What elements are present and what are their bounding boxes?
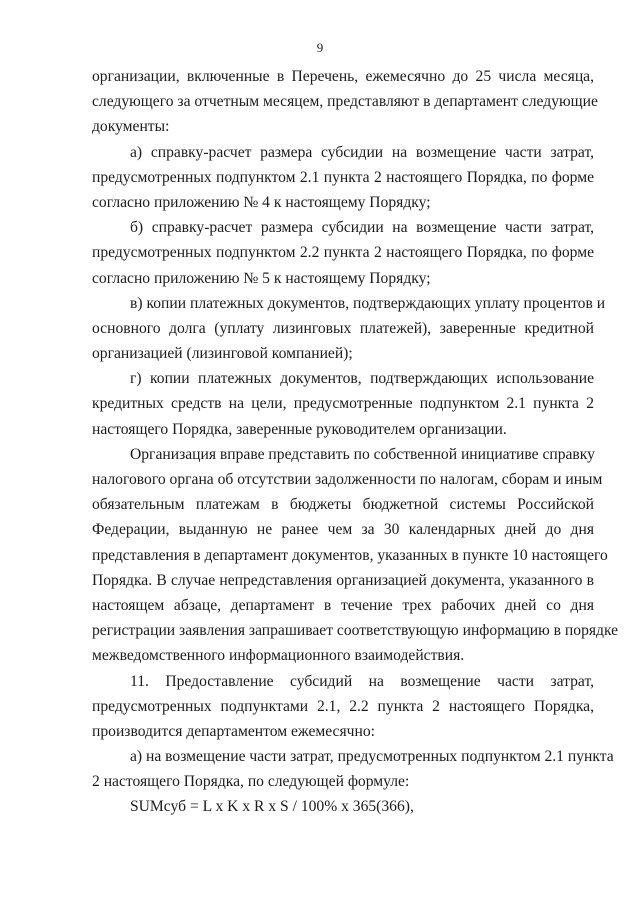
page-number: 9: [316, 40, 324, 55]
text-line: основного долга (уплату лизинговых платежей), заверенные кредитной: [92, 319, 594, 337]
paragraph: [92, 291, 606, 367]
text-line: настоящего Порядка, заверенные руководителем организации.: [92, 420, 507, 438]
paragraphs: [92, 64, 619, 794]
text-line: а) справку-расчет размера субсидии на возмещение части затрат,: [130, 143, 594, 161]
text-line: Организация вправе представить по собственной инициативе справку: [130, 445, 595, 463]
formula: SUMсуб = L x K x R x S / 100% x 365(366),: [130, 798, 414, 816]
text-line: в) копии платежных документов, подтверждающих уплату процентов и: [130, 294, 606, 312]
text-line: 2 настоящего Порядка, по следующей формуле:: [92, 773, 410, 791]
text-line: предусмотренных подпунктами 2.1, 2.2 пункта 2 настоящего Порядка,: [92, 697, 594, 715]
paragraph: [92, 669, 594, 745]
text-line: налогового органа об отсутствии задолженности по налогам, сборам и иным: [92, 471, 603, 488]
text-line: производится департаментом ежемесячно:: [92, 722, 375, 740]
text-line: кредитных средств на цели, предусмотренные подпунктом 2.1 пункта 2: [92, 395, 594, 413]
text-line: представления в департамент документов, указанных в пункте 10 настоящего: [92, 546, 608, 564]
text-line: г) копии платежных документов, подтверждающих использование: [130, 370, 594, 388]
text-line: б) справку-расчет размера субсидии на возмещение части затрат,: [130, 219, 594, 237]
text-line: а) на возмещение части затрат, предусмотренных подпунктом 2.1 пункта: [130, 748, 614, 766]
text-line: настоящем абзаце, департамент в течение трех рабочих дней со дня: [92, 596, 594, 614]
text-line: согласно приложению № 5 к настоящему Порядку;: [92, 269, 431, 287]
text-line: Порядка. В случае непредставления организацией документа, указанного в: [92, 571, 594, 589]
text-line: согласно приложению № 4 к настоящему Порядку;: [92, 193, 431, 211]
text-line: 11. Предоставление субсидий на возмещение части затрат,: [130, 672, 594, 690]
text-line: организации, включенные в Перечень, ежемесячно до 25 числа месяца,: [92, 68, 594, 85]
text-line: межведомственного информационного взаимодействия.: [92, 647, 465, 665]
paragraph: [92, 442, 619, 669]
document-body: [92, 64, 619, 820]
text-line: организацией (лизинговой компанией);: [92, 345, 353, 363]
paragraph: [92, 140, 594, 216]
paragraph: [92, 215, 594, 291]
text-line: обязательным платежам в бюджеты бюджетной системы Российской: [92, 496, 594, 514]
text-line: следующего за отчетным месяцем, представляют в департамент следующие: [92, 93, 598, 111]
paragraph: [92, 744, 614, 794]
paragraph: [92, 64, 598, 140]
text-line: предусмотренных подпунктом 2.1 пункта 2 настоящего Порядка, по форме: [92, 168, 594, 186]
text-line: Федерации, выданную не ранее чем за 30 календарных дней до дня: [92, 521, 594, 539]
paragraph: [92, 366, 594, 442]
text-line: документы:: [92, 118, 170, 136]
text-line: регистрации заявления запрашивает соответствующую информацию в порядке: [92, 622, 619, 640]
text-line: предусмотренных подпунктом 2.2 пункта 2 настоящего Порядка, по форме: [92, 244, 594, 262]
